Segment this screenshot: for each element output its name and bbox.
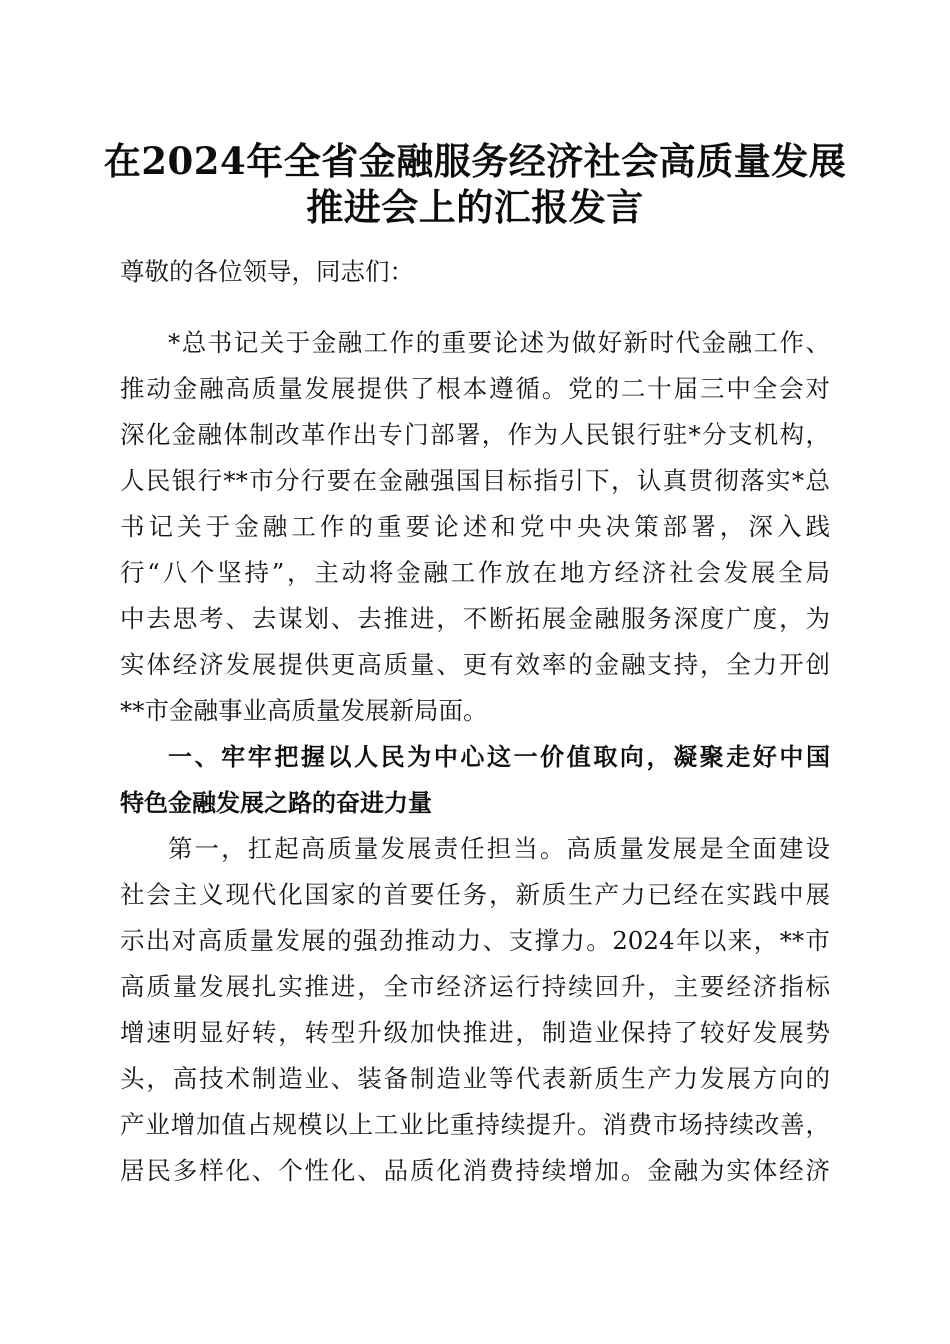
paragraph-1-line: 实体经济发展提供更高质量、更有效率的金融支持，全力开创 — [120, 650, 830, 679]
paragraph-1-line: 书记关于金融工作的重要论述和党中央决策部署，深入践 — [120, 512, 830, 541]
section-heading-1: 一、牢牢把握以人民为中心这一价值取向，凝聚走好中国 — [168, 743, 830, 771]
paragraph-2-line: 社会主义现代化国家的首要任务，新质生产力已经在实践中展 — [120, 880, 830, 909]
section-heading-1: 特色金融发展之路的奋进力量 — [120, 789, 432, 817]
paragraph-2-line: 产业增加值占规模以上工业比重持续提升。消费市场持续改善， — [120, 1110, 830, 1139]
paragraph-2-line: 高质量发展扎实推进，全市经济运行持续回升，主要经济指标 — [120, 972, 830, 1001]
paragraph-2-line: 第一，扛起高质量发展责任担当。高质量发展是全面建设 — [168, 834, 830, 863]
paragraph-1-line: 推动金融高质量发展提供了根本遵循。党的二十届三中全会对 — [120, 374, 830, 403]
paragraph-2-line: 头，高技术制造业、装备制造业等代表新质生产力发展方向的 — [120, 1064, 830, 1093]
paragraph-1-line: 行“八个坚持”，主动将金融工作放在地方经济社会发展全局 — [120, 558, 830, 587]
salutation: 尊敬的各位领导，同志们： — [120, 257, 414, 286]
paragraph-2-line: 居民多样化、个性化、品质化消费持续增加。金融为实体经济 — [120, 1156, 830, 1185]
paragraph-1-line: *总书记关于金融工作的重要论述为做好新时代金融工作、 — [168, 328, 830, 357]
document-title-line-2: 推进会上的汇报发言 — [306, 185, 644, 229]
paragraph-1-line: 人民银行**市分行要在金融强国目标指引下，认真贯彻落实*总 — [120, 466, 830, 495]
paragraph-1-line: 中去思考、去谋划、去推进，不断拓展金融服务深度广度，为 — [120, 604, 830, 633]
paragraph-2-line: 示出对高质量发展的强劲推动力、支撑力。2024年以来，**市 — [120, 926, 830, 955]
paragraph-1-line: 深化金融体制改革作出专门部署，作为人民银行驻*分支机构， — [120, 420, 830, 449]
paragraph-1-line: **市金融事业高质量发展新局面。 — [120, 696, 488, 725]
paragraph-2-line: 增速明显好转，转型升级加快推进，制造业保持了较好发展势 — [120, 1018, 830, 1047]
document-title-line-1: 在2024年全省金融服务经济社会高质量发展 — [103, 139, 847, 183]
